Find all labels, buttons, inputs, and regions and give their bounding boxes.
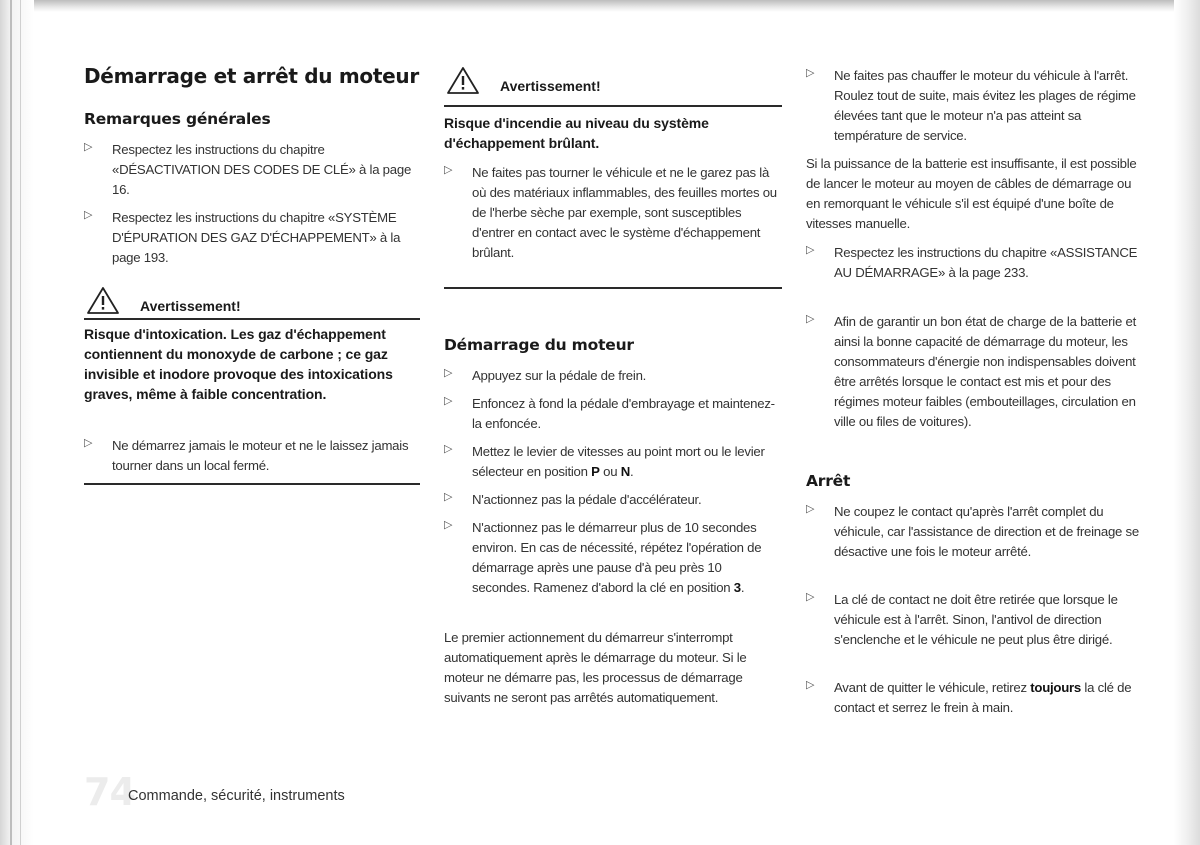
- paragraph-battery: Si la puissance de la batterie est insuffisante, il est possible de lancer le moteur au moyen de câbles de démarrage ou en remorquant le véhicule s'il est équipé d'une boîte de vitesses manuelle.: [806, 156, 1137, 231]
- list-item-text: Respectez les instructions du chapitre «SYSTÈME D'ÉPURATION DES GAZ D'ÉCHAPPEMENT» à la page 193.: [112, 210, 401, 265]
- list-item-text: Ne démarrez jamais le moteur et ne le laissez jamais tourner dans un local fermé.: [112, 438, 409, 473]
- page-footer: [84, 770, 444, 820]
- arrow-bullet-icon: ▷: [806, 313, 815, 325]
- section-heading-general: Remarques générales: [84, 110, 271, 128]
- arrow-bullet-icon: ▷: [84, 141, 93, 153]
- warning-rule-top: [444, 105, 782, 107]
- arrow-bullet-icon: ▷: [444, 519, 453, 531]
- list-item-text: Enfoncez à fond la pédale d'embrayage et maintenez-la enfoncée.: [472, 396, 775, 431]
- list-item: [444, 163, 782, 285]
- warning-title: Avertissement!: [500, 78, 601, 94]
- page-number: 74: [84, 770, 135, 814]
- section-heading-stop: Arrêt: [806, 472, 851, 490]
- leave-vehicle-text-end: la clé de contact et serrez le frein à main.: [834, 680, 1132, 715]
- arrow-bullet-icon: ▷: [444, 367, 453, 379]
- arrow-bullet-icon: ▷: [806, 503, 815, 515]
- list-item: [444, 366, 782, 388]
- warning-triangle-icon: [446, 66, 480, 96]
- list-item: [444, 490, 782, 512]
- list-item-text: Ne faites pas tourner le véhicule et ne le garez pas là où des matériaux inflammables, des feuilles mortes ou de l'herbe sèche par exemple, sont susceptibles d'entrer en contact avec le système d'échappement brûlant.: [472, 165, 777, 260]
- arrow-bullet-icon: ▷: [84, 209, 93, 221]
- paragraph-starter: Le premier actionnement du démarreur s'interrompt automatiquement après le démarrage du moteur. Si le moteur ne démarre pas, les processus de démarrage suivants ne seront pas arrêtés automatiquement.: [444, 630, 747, 705]
- list-item-text: La clé de contact ne doit être retirée que lorsque le véhicule est à l'arrêt. Sinon, l'antivol de direction s'enclenche et le véhicule ne peut plus être dirigé.: [834, 592, 1118, 647]
- starter-instruction-text: N'actionnez pas le démarreur plus de 10 secondes environ. En cas de nécessité, répétez l'opération de démarrage après une pause d'à peu près 10 secondes. Ramenez d'abord la clé en position: [472, 520, 762, 595]
- arrow-bullet-icon: ▷: [806, 679, 815, 691]
- list-item-text: N'actionnez pas le démarreur plus de 10 secondes environ. En cas de nécessité, répétez l'opération de démarrage après une pause d'à peu près 10 secondes. Ramenez d'abord la clé en position 3.: [472, 520, 762, 595]
- list-item: [806, 243, 1142, 305]
- list-item-text: Ne faites pas chauffer le moteur du véhicule à l'arrêt. Roulez tout de suite, mais évitez les plages de régime élevées tant que le moteur n'a pas atteint sa température de service.: [834, 68, 1136, 143]
- arrow-bullet-icon: ▷: [806, 67, 815, 79]
- arrow-bullet-icon: ▷: [444, 443, 453, 455]
- footer-section-title: Commande, sécurité, instruments: [128, 788, 345, 804]
- list-item-text: Respectez les instructions du chapitre «ASSISTANCE AU DÉMARRAGE» à la page 233.: [834, 245, 1138, 280]
- arrow-bullet-icon: ▷: [806, 591, 815, 603]
- gear-instruction-text: Mettez le levier de vitesses au point mort ou le levier sélecteur en position: [472, 444, 765, 479]
- list-item: [444, 518, 782, 620]
- list-item: [444, 394, 782, 436]
- conjunction-text: ou: [603, 464, 618, 479]
- page-title: Démarrage et arrêt du moteur: [84, 64, 419, 88]
- list-item-text: Appuyez sur la pédale de frein.: [472, 368, 647, 383]
- emphasis-always: toujours: [1030, 680, 1081, 695]
- arrow-bullet-icon: ▷: [444, 395, 453, 407]
- list-item: [444, 442, 782, 484]
- list-item-text: Respectez les instructions du chapitre «DÉSACTIVATION DES CODES DE CLÉ» à la page 16.: [112, 142, 412, 197]
- page-top-edge: [0, 0, 1200, 12]
- gear-n-label: N: [620, 464, 630, 479]
- list-item-text: Ne coupez le contact qu'après l'arrêt complet du véhicule, car l'assistance de direction et de freinage se désactive une fois le moteur arrêté.: [834, 504, 1139, 559]
- list-item: [84, 436, 420, 480]
- arrow-bullet-icon: ▷: [444, 164, 453, 176]
- arrow-bullet-icon: ▷: [444, 491, 453, 503]
- page-right-edge: [1174, 0, 1200, 845]
- list-item: [84, 208, 420, 268]
- list-item: [806, 502, 1142, 584]
- warning-rule-bottom: [84, 483, 420, 485]
- arrow-bullet-icon: ▷: [806, 244, 815, 256]
- list-item-text: [834, 678, 1142, 718]
- key-position-label: 3: [733, 580, 741, 595]
- leave-vehicle-text: Avant de quitter le véhicule, retirez: [834, 680, 1027, 695]
- warning-rule-bottom: [444, 287, 782, 289]
- gear-p-label: P: [591, 464, 600, 479]
- list-item: [806, 66, 1142, 148]
- warning-title: Avertissement!: [140, 298, 241, 314]
- warning-heading: Risque d'incendie au niveau du système d'échappement brûlant.: [444, 115, 709, 151]
- list-item: [84, 140, 420, 200]
- section-heading-start: Démarrage du moteur: [444, 336, 634, 354]
- warning-heading: Risque d'intoxication. Les gaz d'échappement contiennent du monoxyde de carbone ; ce gaz invisible et inodore provoque des intoxications graves, même à faible concentration.: [84, 326, 393, 402]
- list-item: [806, 678, 1142, 720]
- list-item: [806, 312, 1142, 454]
- list-item-text: Afin de garantir un bon état de charge de la batterie et ainsi la bonne capacité de démarrage du moteur, les consommateurs d'énergie non indispensables doivent être arrêtés lorsque le contact est mis et pour des régimes moteur faibles (embouteillages, circulation en ville ou files de voitures).: [834, 314, 1136, 429]
- list-item-text: N'actionnez pas la pédale d'accélérateur.: [472, 492, 702, 507]
- warning-triangle-icon: [86, 286, 120, 316]
- book-binding-gutter: [0, 0, 34, 845]
- list-item-text: Mettez le levier de vitesses au point mort ou le levier sélecteur en position P ou N.: [472, 444, 765, 479]
- arrow-bullet-icon: ▷: [84, 437, 93, 449]
- list-item: [806, 590, 1142, 672]
- warning-rule-top: [84, 318, 420, 320]
